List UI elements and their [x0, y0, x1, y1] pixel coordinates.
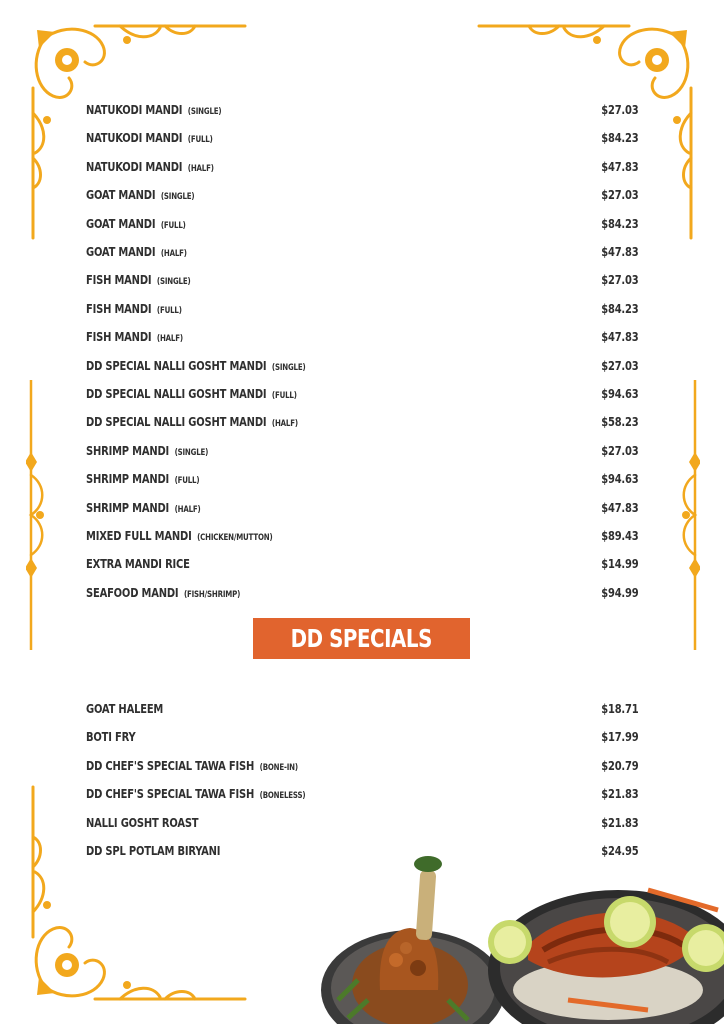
item-price: $21.83 [600, 815, 638, 830]
item-name: GOAT HALEEM [86, 702, 164, 716]
item-name: BOTI FRY [86, 730, 136, 745]
item-price: $27.03 [600, 443, 638, 458]
item-name: EXTRA MANDI RICE [86, 557, 190, 572]
item-name: DD SPECIAL NALLI GOSHT MANDI [86, 415, 267, 430]
section-title-banner [253, 618, 470, 659]
menu-item [86, 526, 638, 546]
item-portion-note: (BONELESS) [259, 791, 306, 802]
item-name: MIXED FULL MANDI [86, 529, 192, 543]
item-price: $94.63 [600, 387, 638, 401]
menu-item [86, 583, 638, 603]
menu-item [86, 356, 638, 376]
item-portion-note: (SINGLE) [271, 362, 306, 373]
item-price: $94.99 [600, 585, 638, 600]
menu-item [86, 128, 638, 148]
menu-item [86, 157, 638, 177]
item-name: DD SPECIAL NALLI GOSHT MANDI [86, 358, 267, 373]
item-name: DD CHEF'S SPECIAL TAWA FISH [86, 787, 255, 802]
item-price: $94.63 [600, 472, 638, 487]
item-name: FISH MANDI [86, 273, 152, 288]
item-price: $27.03 [600, 273, 638, 288]
item-price: $27.03 [600, 188, 638, 203]
item-portion-note: (FISH/SHRIMP) [183, 589, 241, 600]
item-portion-note: (SINGLE) [187, 107, 222, 117]
item-name: DD SPECIAL NALLI GOSHT MANDI [86, 387, 267, 401]
left-side-ornament [26, 380, 52, 650]
item-name: SHRIMP MANDI [86, 500, 170, 515]
item-price: $89.43 [600, 529, 638, 543]
item-name: SHRIMP MANDI [86, 443, 170, 458]
menu-item [86, 554, 638, 574]
item-portion-note: (HALF) [187, 163, 214, 174]
section-title: DD SPECIALS [290, 624, 433, 653]
item-price: $84.23 [600, 131, 638, 146]
item-price: $47.83 [600, 245, 638, 259]
menu-item [86, 100, 638, 120]
item-name: DD SPL POTLAM BIRYANI [86, 844, 221, 858]
item-price: $27.03 [600, 103, 638, 117]
menu-item [86, 813, 638, 833]
item-portion-note: (FULL) [160, 220, 186, 231]
item-price: $17.99 [600, 730, 638, 745]
item-name: SHRIMP MANDI [86, 472, 170, 487]
item-price: $21.83 [600, 787, 638, 802]
menu-item [86, 242, 638, 262]
item-name: FISH MANDI [86, 330, 152, 345]
menu-item [86, 441, 638, 461]
item-portion-note: (HALF) [160, 249, 187, 259]
item-name: GOAT MANDI [86, 245, 156, 259]
item-price: $47.83 [600, 330, 638, 345]
item-portion-note: (SINGLE) [174, 447, 209, 458]
menu-item [86, 727, 638, 747]
item-name: GOAT MANDI [86, 216, 156, 231]
item-portion-note: (SINGLE) [160, 192, 195, 203]
item-portion-note: (FULL) [187, 135, 213, 146]
item-price: $20.79 [600, 758, 638, 773]
item-name: NATUKODI MANDI [86, 131, 183, 146]
menu-item [86, 412, 638, 432]
item-portion-note: (BONE-IN) [259, 762, 298, 773]
item-name: DD CHEF'S SPECIAL TAWA FISH [86, 758, 255, 773]
item-price: $14.99 [600, 557, 638, 572]
item-portion-note: (CHICKEN/MUTTON) [197, 533, 273, 543]
item-name: NATUKODI MANDI [86, 159, 183, 174]
menu-item [86, 498, 638, 518]
item-price: $24.95 [600, 844, 638, 858]
item-name: FISH MANDI [86, 301, 152, 316]
item-price: $84.23 [600, 301, 638, 316]
menu-item [86, 784, 638, 804]
item-portion-note: (FULL) [156, 305, 182, 316]
item-portion-note: (FULL) [174, 476, 200, 487]
item-portion-note: (HALF) [271, 419, 298, 430]
item-name: SEAFOOD MANDI [86, 585, 179, 600]
food-photo [318, 850, 724, 1024]
item-name: GOAT MANDI [86, 188, 156, 203]
item-price: $27.03 [600, 358, 638, 373]
specials-menu-list [86, 699, 638, 869]
item-portion-note: (FULL) [271, 391, 297, 401]
menu-item [86, 469, 638, 489]
menu-item [86, 699, 638, 719]
item-portion-note: (SINGLE) [156, 277, 191, 288]
item-price: $58.23 [600, 415, 638, 430]
menu-item [86, 214, 638, 234]
right-side-ornament [674, 380, 700, 650]
menu-item [86, 384, 638, 404]
menu-item [86, 327, 638, 347]
item-name: NATUKODI MANDI [86, 103, 183, 117]
item-price: $47.83 [600, 500, 638, 515]
menu-item [86, 270, 638, 290]
item-price: $84.23 [600, 216, 638, 231]
menu-item [86, 299, 638, 319]
item-price: $47.83 [600, 159, 638, 174]
item-portion-note: (HALF) [156, 334, 183, 345]
item-name: NALLI GOSHT ROAST [86, 815, 199, 830]
menu-item [86, 756, 638, 776]
menu-item [86, 185, 638, 205]
item-portion-note: (HALF) [174, 504, 201, 515]
item-price: $18.71 [600, 702, 638, 716]
mandi-menu-list [86, 100, 638, 604]
